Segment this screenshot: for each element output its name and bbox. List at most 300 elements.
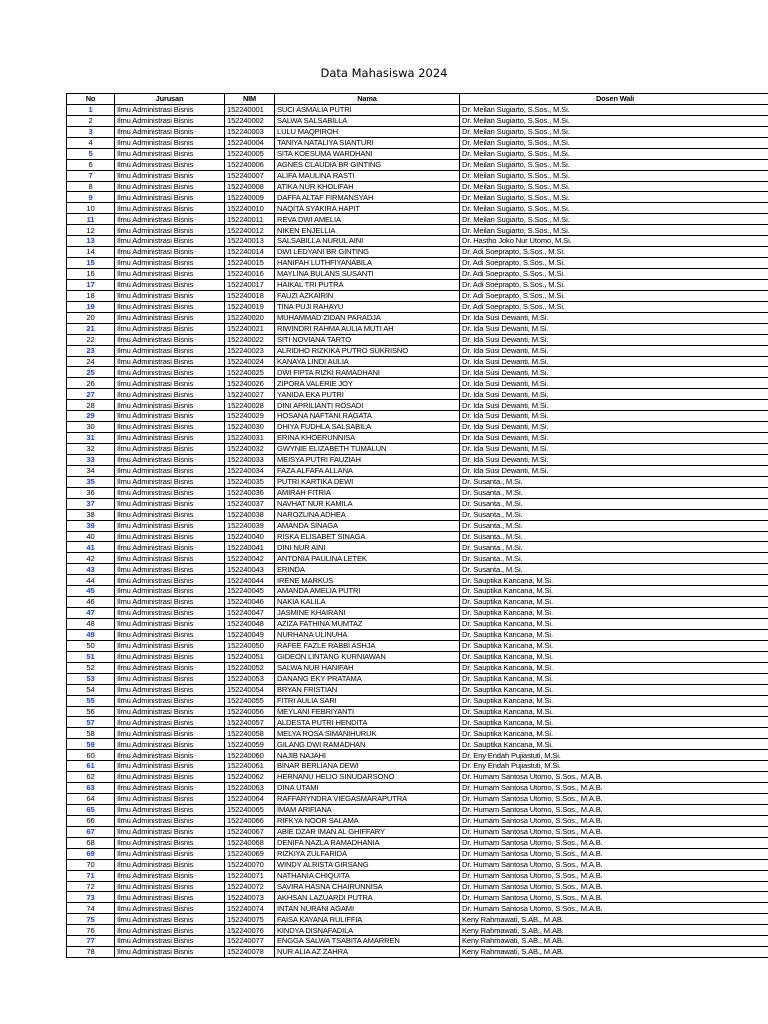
cell-dosen-wali: Dr. Susanta., M.Si. [460,520,768,531]
cell-jurusan: Ilmu Administrasi Bisnis [115,498,225,509]
cell-no: 67 [67,826,115,837]
cell-no: 22 [67,334,115,345]
table-row [67,651,768,662]
cell-dosen-wali: Dr. Adi Soeprapto, S.Sos., M.Si. [460,269,768,280]
cell-nama: DINI APRILIANTI ROSADI [275,400,460,411]
cell-dosen-wali: Dr. Meilan Sugiarto, S.Sos., M.Si. [460,181,768,192]
cell-nim: 152240051 [225,651,275,662]
cell-nim: 152240040 [225,531,275,542]
cell-jurusan: Ilmu Administrasi Bisnis [115,444,225,455]
table-row [67,804,768,815]
cell-no: 62 [67,772,115,783]
cell-nim: 152240012 [225,225,275,236]
table-row [67,925,768,936]
cell-dosen-wali: Dr. Sauptika Kancana, M.Si. [460,739,768,750]
cell-dosen-wali: Dr. Ida Susi Dewanti, M.Si. [460,312,768,323]
cell-jurusan: Ilmu Administrasi Bisnis [115,695,225,706]
cell-no: 64 [67,794,115,805]
cell-nim: 152240048 [225,619,275,630]
cell-dosen-wali: Dr. Ida Susi Dewanti, M.Si. [460,345,768,356]
cell-no: 63 [67,783,115,794]
cell-dosen-wali: Dr. Ida Susi Dewanti, M.Si. [460,411,768,422]
cell-nim: 152240042 [225,553,275,564]
cell-nama: SAVIRA HASNA CHAIRUNNISA [275,881,460,892]
cell-nim: 152240016 [225,269,275,280]
cell-nim: 152240025 [225,367,275,378]
cell-jurusan: Ilmu Administrasi Bisnis [115,881,225,892]
table-row [67,236,768,247]
cell-dosen-wali: Dr. Humam Santosa Utomo, S.Sos., M.A.B. [460,903,768,914]
table-row [67,170,768,181]
cell-no: 77 [67,936,115,947]
cell-nama: ALRIDHO RIZKIKA PUTRO SUKRISNO [275,345,460,356]
cell-nama: DWI FIPTA RIZKI RAMADHANI [275,367,460,378]
cell-dosen-wali: Keny Rahmawati, S.AB., M.AB. [460,947,768,958]
cell-no: 55 [67,695,115,706]
cell-nama: AKHSAN LAZUARDI PUTRA [275,892,460,903]
cell-nama: FITRI AULIA SARI [275,695,460,706]
cell-nama: IRENE MARKUS [275,575,460,586]
cell-nama: ANTONIA PAULINA LETEK [275,553,460,564]
table-row [67,520,768,531]
cell-nama: DWI LEDYANI BR GINTING [275,247,460,258]
cell-jurusan: Ilmu Administrasi Bisnis [115,225,225,236]
cell-no: 33 [67,454,115,465]
cell-no: 69 [67,848,115,859]
cell-nama: KINDYA DISNAFADILA [275,925,460,936]
table-row [67,465,768,476]
cell-jurusan: Ilmu Administrasi Bisnis [115,214,225,225]
table-row [67,761,768,772]
cell-nim: 152240075 [225,914,275,925]
cell-dosen-wali: Dr. Sauptika Kancana, M.Si. [460,586,768,597]
cell-nim: 152240071 [225,870,275,881]
cell-nama: DAFFA ALTAF FIRMANSYAH [275,192,460,203]
cell-no: 8 [67,181,115,192]
cell-nim: 152240041 [225,542,275,553]
cell-dosen-wali: Dr. Sauptika Kancana, M.Si. [460,629,768,640]
cell-dosen-wali: Dr. Adi Soeprapto, S.Sos., M.Si. [460,279,768,290]
cell-no: 70 [67,859,115,870]
cell-nim: 152240074 [225,903,275,914]
cell-jurusan: Ilmu Administrasi Bisnis [115,783,225,794]
table-row [67,728,768,739]
cell-jurusan: Ilmu Administrasi Bisnis [115,586,225,597]
table-row [67,258,768,269]
cell-nama: NUR ALIA AZ ZAHRA [275,947,460,958]
cell-nim: 152240049 [225,629,275,640]
cell-nama: FAISA KAYANA RULIFFIA [275,914,460,925]
table-row [67,476,768,487]
table-row [67,378,768,389]
cell-dosen-wali: Dr. Humam Santosa Utomo, S.Sos., M.A.B. [460,870,768,881]
cell-jurusan: Ilmu Administrasi Bisnis [115,389,225,400]
cell-jurusan: Ilmu Administrasi Bisnis [115,673,225,684]
table-row [67,422,768,433]
cell-nama: IMAM ARIFIANA [275,804,460,815]
cell-nama: ALIFA MAULINA RASTI [275,170,460,181]
cell-nama: NATHANIA CHIQUITA [275,870,460,881]
cell-nama: NAROZLINA ADHEA [275,509,460,520]
cell-nim: 152240039 [225,520,275,531]
table-row [67,115,768,126]
cell-jurusan: Ilmu Administrasi Bisnis [115,531,225,542]
cell-dosen-wali: Dr. Adi Soeprapto, S.Sos., M.Si. [460,301,768,312]
cell-nama: HOSANA NAFTANI RAGATA [275,411,460,422]
cell-nama: NAKIA KALILA [275,597,460,608]
cell-dosen-wali: Dr. Ida Susi Dewanti, M.Si. [460,444,768,455]
cell-dosen-wali: Dr. Ida Susi Dewanti, M.Si. [460,433,768,444]
cell-jurusan: Ilmu Administrasi Bisnis [115,804,225,815]
cell-jurusan: Ilmu Administrasi Bisnis [115,433,225,444]
table-row [67,411,768,422]
table-row [67,192,768,203]
cell-no: 66 [67,815,115,826]
table-row [67,334,768,345]
header-dosen-wali: Dosen Wali [460,94,768,105]
cell-no: 21 [67,323,115,334]
table-row [67,301,768,312]
cell-no: 43 [67,564,115,575]
cell-no: 18 [67,290,115,301]
cell-nim: 152240004 [225,137,275,148]
cell-no: 48 [67,619,115,630]
table-row [67,345,768,356]
cell-no: 58 [67,728,115,739]
cell-nama: JASMINE KHAIRANI [275,608,460,619]
cell-nim: 152240034 [225,465,275,476]
cell-no: 30 [67,422,115,433]
table-row [67,159,768,170]
cell-nama: SUCI ASMALIA PUTRI [275,104,460,115]
cell-nama: PUTRI KARTIKA DEWI [275,476,460,487]
cell-nama: ERINA KHOERUNNISA [275,433,460,444]
cell-dosen-wali: Dr. Hastho Joko Nur Utomo, M.Si. [460,236,768,247]
cell-dosen-wali: Dr. Meilan Sugiarto, S.Sos., M.Si. [460,126,768,137]
cell-dosen-wali: Dr. Sauptika Kancana, M.Si. [460,651,768,662]
table-row [67,826,768,837]
cell-jurusan: Ilmu Administrasi Bisnis [115,247,225,258]
cell-nama: TANIYA NATALIYA SIANTURI [275,137,460,148]
cell-dosen-wali: Dr. Susanta., M.Si. [460,487,768,498]
table-row [67,640,768,651]
cell-nama: HANIFAH LUTHFIYANABILA [275,258,460,269]
cell-jurusan: Ilmu Administrasi Bisnis [115,400,225,411]
cell-nama: ATIKA NUR KHOLIFAH [275,181,460,192]
cell-no: 19 [67,301,115,312]
table-row [67,553,768,564]
cell-no: 35 [67,476,115,487]
cell-nama: NAJIB NAJAHI [275,750,460,761]
cell-dosen-wali: Dr. Meilan Sugiarto, S.Sos., M.Si. [460,137,768,148]
cell-no: 5 [67,148,115,159]
cell-no: 12 [67,225,115,236]
cell-jurusan: Ilmu Administrasi Bisnis [115,936,225,947]
cell-no: 76 [67,925,115,936]
cell-no: 17 [67,279,115,290]
cell-no: 37 [67,498,115,509]
table-row [67,673,768,684]
cell-nim: 152240070 [225,859,275,870]
cell-dosen-wali: Dr. Meilan Sugiarto, S.Sos., M.Si. [460,203,768,214]
cell-nim: 152240052 [225,662,275,673]
cell-jurusan: Ilmu Administrasi Bisnis [115,312,225,323]
cell-nim: 152240001 [225,104,275,115]
cell-nim: 152240020 [225,312,275,323]
cell-jurusan: Ilmu Administrasi Bisnis [115,706,225,717]
cell-nim: 152240058 [225,728,275,739]
cell-dosen-wali: Keny Rahmawati, S.AB., M.AB. [460,936,768,947]
cell-dosen-wali: Dr. Humam Santosa Utomo, S.Sos., M.A.B. [460,848,768,859]
cell-dosen-wali: Dr. Humam Santosa Utomo, S.Sos., M.A.B. [460,804,768,815]
cell-dosen-wali: Dr. Ida Susi Dewanti, M.Si. [460,454,768,465]
cell-nama: REVA DWI AMELIA [275,214,460,225]
table-row [67,104,768,115]
cell-no: 54 [67,684,115,695]
table-row [67,717,768,728]
cell-jurusan: Ilmu Administrasi Bisnis [115,181,225,192]
cell-no: 65 [67,804,115,815]
cell-nama: BRYAN FRISTIAN [275,684,460,695]
cell-dosen-wali: Dr. Meilan Sugiarto, S.Sos., M.Si. [460,159,768,170]
cell-nim: 152240053 [225,673,275,684]
cell-nim: 152240011 [225,214,275,225]
cell-jurusan: Ilmu Administrasi Bisnis [115,290,225,301]
cell-no: 26 [67,378,115,389]
cell-jurusan: Ilmu Administrasi Bisnis [115,104,225,115]
cell-no: 11 [67,214,115,225]
table-body [67,104,768,957]
cell-no: 52 [67,662,115,673]
header-jurusan: Jurusan [115,94,225,105]
cell-nim: 152240050 [225,640,275,651]
cell-no: 51 [67,651,115,662]
table-row [67,400,768,411]
cell-nama: AZIZA FATHINA MUMTAZ [275,619,460,630]
cell-nim: 152240064 [225,794,275,805]
cell-no: 9 [67,192,115,203]
cell-jurusan: Ilmu Administrasi Bisnis [115,761,225,772]
cell-nim: 152240046 [225,597,275,608]
cell-dosen-wali: Dr. Meilan Sugiarto, S.Sos., M.Si. [460,115,768,126]
cell-jurusan: Ilmu Administrasi Bisnis [115,509,225,520]
cell-dosen-wali: Dr. Sauptika Kancana, M.Si. [460,662,768,673]
cell-jurusan: Ilmu Administrasi Bisnis [115,269,225,280]
cell-nama: AMANDA SINAGA [275,520,460,531]
cell-no: 34 [67,465,115,476]
table-row [67,564,768,575]
cell-no: 32 [67,444,115,455]
cell-no: 56 [67,706,115,717]
cell-dosen-wali: Dr. Adi Soeprapto, S.Sos., M.Si. [460,258,768,269]
cell-no: 59 [67,739,115,750]
table-row [67,903,768,914]
cell-nim: 152240005 [225,148,275,159]
cell-jurusan: Ilmu Administrasi Bisnis [115,619,225,630]
cell-jurusan: Ilmu Administrasi Bisnis [115,465,225,476]
table-row [67,695,768,706]
cell-nim: 152240023 [225,345,275,356]
table-row [67,498,768,509]
cell-nama: DANANG EKY PRATAMA [275,673,460,684]
cell-nama: HAIKAL TRI PUTRA [275,279,460,290]
cell-nim: 152240010 [225,203,275,214]
cell-nim: 152240031 [225,433,275,444]
cell-jurusan: Ilmu Administrasi Bisnis [115,367,225,378]
cell-nim: 152240055 [225,695,275,706]
table-row [67,706,768,717]
cell-dosen-wali: Dr. Sauptika Kancana, M.Si. [460,575,768,586]
cell-jurusan: Ilmu Administrasi Bisnis [115,454,225,465]
cell-no: 57 [67,717,115,728]
table-row [67,225,768,236]
cell-dosen-wali: Dr. Sauptika Kancana, M.Si. [460,717,768,728]
cell-dosen-wali: Dr. Sauptika Kancana, M.Si. [460,597,768,608]
cell-jurusan: Ilmu Administrasi Bisnis [115,925,225,936]
cell-nama: MELYA ROSA SIMANIHURUK [275,728,460,739]
cell-jurusan: Ilmu Administrasi Bisnis [115,476,225,487]
table-row [67,684,768,695]
cell-jurusan: Ilmu Administrasi Bisnis [115,870,225,881]
cell-jurusan: Ilmu Administrasi Bisnis [115,859,225,870]
cell-no: 16 [67,269,115,280]
cell-dosen-wali: Dr. Sauptika Kancana, M.Si. [460,608,768,619]
cell-dosen-wali: Dr. Ida Susi Dewanti, M.Si. [460,422,768,433]
cell-no: 41 [67,542,115,553]
table-row [67,290,768,301]
cell-dosen-wali: Dr. Humam Santosa Utomo, S.Sos., M.A.B. [460,826,768,837]
cell-jurusan: Ilmu Administrasi Bisnis [115,553,225,564]
cell-jurusan: Ilmu Administrasi Bisnis [115,137,225,148]
table-row [67,619,768,630]
table-row [67,772,768,783]
cell-no: 4 [67,137,115,148]
table-row [67,892,768,903]
cell-dosen-wali: Dr. Sauptika Kancana, M.Si. [460,673,768,684]
cell-nama: SITI NOVIANA TARTO [275,334,460,345]
table-row [67,203,768,214]
cell-nim: 152240009 [225,192,275,203]
cell-nama: ZIPORA VALERIE JOY [275,378,460,389]
table-row [67,837,768,848]
cell-no: 23 [67,345,115,356]
table-row [67,815,768,826]
cell-no: 38 [67,509,115,520]
cell-dosen-wali: Dr. Meilan Sugiarto, S.Sos., M.Si. [460,192,768,203]
table-row [67,531,768,542]
cell-dosen-wali: Dr. Ida Susi Dewanti, M.Si. [460,323,768,334]
cell-jurusan: Ilmu Administrasi Bisnis [115,640,225,651]
cell-dosen-wali: Dr. Eny Endah Pujiastuti, M.Si. [460,750,768,761]
table-row [67,914,768,925]
cell-no: 50 [67,640,115,651]
table-row [67,181,768,192]
cell-no: 68 [67,837,115,848]
cell-nim: 152240036 [225,487,275,498]
cell-nim: 152240026 [225,378,275,389]
table-row [67,487,768,498]
cell-jurusan: Ilmu Administrasi Bisnis [115,258,225,269]
cell-dosen-wali: Dr. Humam Santosa Utomo, S.Sos., M.A.B. [460,794,768,805]
cell-nama: DINA UTAMI [275,783,460,794]
cell-dosen-wali: Dr. Sauptika Kancana, M.Si. [460,640,768,651]
table-row [67,794,768,805]
cell-nim: 152240073 [225,892,275,903]
table-row [67,629,768,640]
cell-nim: 152240061 [225,761,275,772]
cell-jurusan: Ilmu Administrasi Bisnis [115,684,225,695]
cell-jurusan: Ilmu Administrasi Bisnis [115,826,225,837]
cell-no: 2 [67,115,115,126]
cell-jurusan: Ilmu Administrasi Bisnis [115,411,225,422]
cell-dosen-wali: Dr. Humam Santosa Utomo, S.Sos., M.A.B. [460,783,768,794]
cell-dosen-wali: Dr. Meilan Sugiarto, S.Sos., M.Si. [460,170,768,181]
table-row [67,848,768,859]
cell-jurusan: Ilmu Administrasi Bisnis [115,597,225,608]
cell-no: 14 [67,247,115,258]
cell-jurusan: Ilmu Administrasi Bisnis [115,542,225,553]
table-row [67,279,768,290]
cell-jurusan: Ilmu Administrasi Bisnis [115,947,225,958]
cell-nama: NAVHAT NUR KAMILA [275,498,460,509]
cell-nim: 152240006 [225,159,275,170]
cell-dosen-wali: Dr. Humam Santosa Utomo, S.Sos., M.A.B. [460,892,768,903]
cell-jurusan: Ilmu Administrasi Bisnis [115,115,225,126]
cell-jurusan: Ilmu Administrasi Bisnis [115,564,225,575]
cell-no: 25 [67,367,115,378]
table-row [67,608,768,619]
table-row [67,739,768,750]
cell-no: 20 [67,312,115,323]
cell-no: 40 [67,531,115,542]
cell-nama: FAUZI AZKAIRIN [275,290,460,301]
cell-nim: 152240067 [225,826,275,837]
table-row [67,126,768,137]
cell-jurusan: Ilmu Administrasi Bisnis [115,892,225,903]
cell-jurusan: Ilmu Administrasi Bisnis [115,629,225,640]
cell-jurusan: Ilmu Administrasi Bisnis [115,728,225,739]
cell-jurusan: Ilmu Administrasi Bisnis [115,159,225,170]
cell-jurusan: Ilmu Administrasi Bisnis [115,356,225,367]
cell-nama: ERINDA [275,564,460,575]
cell-nim: 152240060 [225,750,275,761]
cell-dosen-wali: Dr. Ida Susi Dewanti, M.Si. [460,400,768,411]
cell-nama: WINDY ALRISTA GIRSANG [275,859,460,870]
table-row [67,367,768,378]
table-row [67,389,768,400]
cell-jurusan: Ilmu Administrasi Bisnis [115,236,225,247]
cell-nim: 152240054 [225,684,275,695]
cell-nama: RAFEE FAZLE RABBI ASHJA [275,640,460,651]
cell-no: 7 [67,170,115,181]
cell-nim: 152240008 [225,181,275,192]
cell-nama: AMANDA AMELIA PUTRI [275,586,460,597]
cell-nim: 152240014 [225,247,275,258]
cell-jurusan: Ilmu Administrasi Bisnis [115,750,225,761]
cell-dosen-wali: Dr. Susanta., M.Si. [460,509,768,520]
cell-no: 71 [67,870,115,881]
cell-nama: NAQITA SYAKIRA HAPIT [275,203,460,214]
header-no: No [67,94,115,105]
cell-nama: GWYNIE ELIZABETH TUMALUN [275,444,460,455]
cell-nim: 152240047 [225,608,275,619]
page-title: Data Mahasiswa 2024 [320,66,448,80]
cell-nim: 152240033 [225,454,275,465]
cell-dosen-wali: Dr. Ida Susi Dewanti, M.Si. [460,465,768,476]
cell-jurusan: Ilmu Administrasi Bisnis [115,717,225,728]
cell-dosen-wali: Dr. Adi Soeprapto, S.Sos., M.Si. [460,247,768,258]
cell-nama: BINAR BERLIANA DEWI [275,761,460,772]
